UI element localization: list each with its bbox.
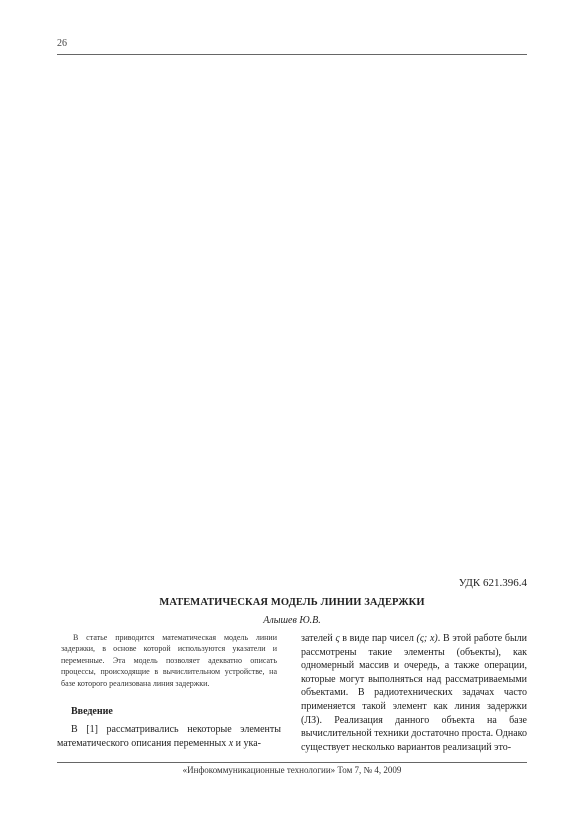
right-text-pair-intro: в виде пар чисел [339, 633, 417, 644]
right-text-start: зателей [301, 633, 336, 644]
right-text-rest: . В этой работе были рассмотрены такие элементы (объекты), как одномерный массив и очередь, а также операции, которые могут выполняться над рассматриваемыми объектами. В радиотехнических задачах часто применяется такой элемент как линия задержки (ЛЗ). Реализация данного объекта на базе вычислительной техники достаточно проста. Однако существует несколько вариантов реализаций это- [301, 633, 527, 753]
abstract: В статье приводится математическая модель линии задержки, в основе которой используются указатели и переменные. Эта модель позволяет адекватно описать процессы, происходящие в вычислительном устройстве, на базе которого реализована линия задержки. [61, 633, 277, 688]
article-author: Алышев Ю.В. [263, 615, 321, 626]
pair-expression: (ς; x) [416, 633, 438, 644]
continued-paragraph [301, 632, 527, 754]
udc-code: УДК 621.396.4 [458, 577, 527, 589]
page-number: 26 [57, 38, 67, 49]
intro-paragraph [57, 723, 281, 750]
header-rule [57, 54, 527, 55]
footer-rule [57, 762, 527, 763]
pointer-symbol: ς [335, 633, 340, 644]
journal-footer: «Инфокоммуникационные технологии» Том 7, № 4, 2009 [182, 765, 402, 775]
left-column [57, 632, 281, 750]
intro-text-after: и ука- [233, 737, 261, 749]
section-heading-introduction: Введение [71, 706, 113, 718]
right-column [301, 632, 527, 754]
intro-text-before: В [1] рассматривались некоторые элементы математического описания переменных [57, 724, 281, 749]
article-title: МАТЕМАТИЧЕСКАЯ МОДЕЛЬ ЛИНИИ ЗАДЕРЖКИ [159, 597, 425, 608]
variable-x: x [228, 737, 234, 749]
